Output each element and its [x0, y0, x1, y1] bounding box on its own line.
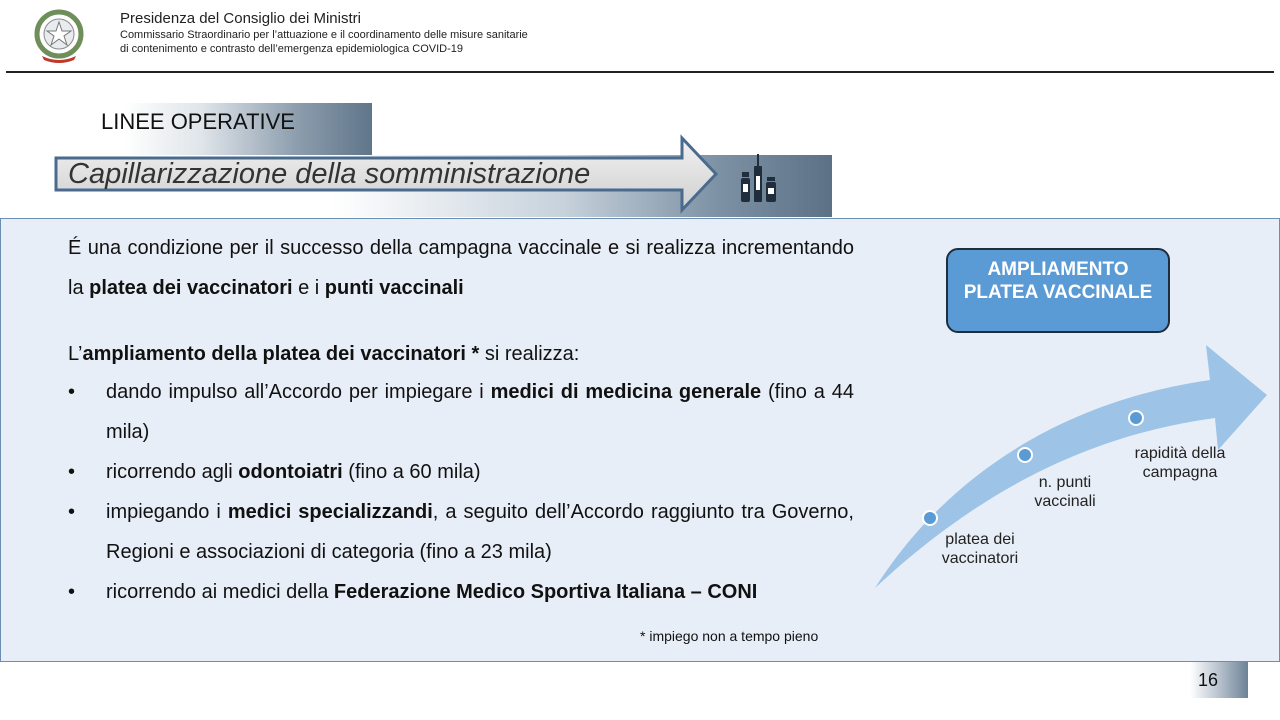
b4-text-1: ricorrendo ai medici della	[106, 581, 334, 603]
b2-text-1: ricorrendo agli	[106, 461, 239, 483]
list-item	[68, 492, 854, 572]
b1-text-1: dando impulso all’Accordo per impiegare i	[106, 381, 491, 403]
b3-bold: medici specializzandi	[227, 501, 433, 523]
vaccine-vials-icon	[737, 152, 781, 206]
header-divider	[6, 71, 1274, 73]
bullet-marker: •	[68, 501, 76, 523]
b4-bold: Federazione Medico Sportiva Italiana – CONI	[333, 581, 758, 603]
ampliamento-paragraph	[68, 334, 854, 374]
list-item	[68, 452, 854, 492]
intro-text-1: É una condizione per il successo della campagna vaccinale e si realizza incrementando la	[68, 237, 854, 299]
b3-text-1: impiegando i	[106, 501, 228, 523]
b2-bold: odontoiatri	[238, 461, 343, 483]
header-subtitle-line1: Commissario Straordinario per l’attuazione e il coordinamento delle misure sanitarie	[120, 29, 528, 41]
list-item	[68, 572, 854, 612]
amp-bold: ampliamento della platea dei vaccinatori *	[82, 343, 480, 365]
amp-text-1: L’	[68, 343, 83, 365]
measures-list	[68, 372, 854, 612]
amp-text-2: si realizza:	[479, 343, 580, 365]
step-label-punti: n. punti vaccinali	[1034, 474, 1096, 510]
ampliamento-badge: AMPLIAMENTO PLATEA VACCINALE	[946, 248, 1170, 333]
b2-text-2: (fino a 60 mila)	[342, 461, 481, 483]
footnote: * impiego non a tempo pieno	[640, 628, 819, 644]
step-label-platea: platea dei vaccinatori	[941, 531, 1019, 567]
intro-bold-vaccinatori: platea dei vaccinatori	[89, 277, 293, 299]
b1-text-2: (fino a 44 mila)	[106, 381, 854, 443]
step-node-2	[1018, 448, 1032, 462]
step-node-1	[923, 511, 937, 525]
page-number: 16	[1198, 670, 1219, 690]
section-label: LINEE OPERATIVE	[101, 109, 295, 134]
header-title: Presidenza del Consiglio dei Ministri	[120, 10, 361, 27]
header-subtitle-line2: di contenimento e contrasto dell’emergenza epidemiologica COVID-19	[120, 43, 464, 55]
italian-republic-emblem-icon	[30, 6, 88, 66]
section-title: Capillarizzazione della somministrazione	[68, 158, 591, 190]
bullet-marker: •	[68, 461, 76, 483]
intro-bold-punti: punti vaccinali	[324, 277, 464, 299]
intro-text-2: e i	[292, 277, 325, 299]
b1-bold: medici di medicina generale	[490, 381, 762, 403]
bullet-marker: •	[68, 381, 76, 403]
step-label-rapidita: rapidità della campagna	[1134, 445, 1226, 481]
b3-text-2: , a seguito dell’Accordo raggiunto tra Governo, Regioni e associazioni di categoria (fino a 23 mila)	[106, 501, 854, 563]
list-item	[68, 372, 854, 452]
bullet-marker: •	[68, 581, 76, 603]
step-node-3	[1129, 411, 1143, 425]
intro-paragraph	[68, 228, 854, 308]
